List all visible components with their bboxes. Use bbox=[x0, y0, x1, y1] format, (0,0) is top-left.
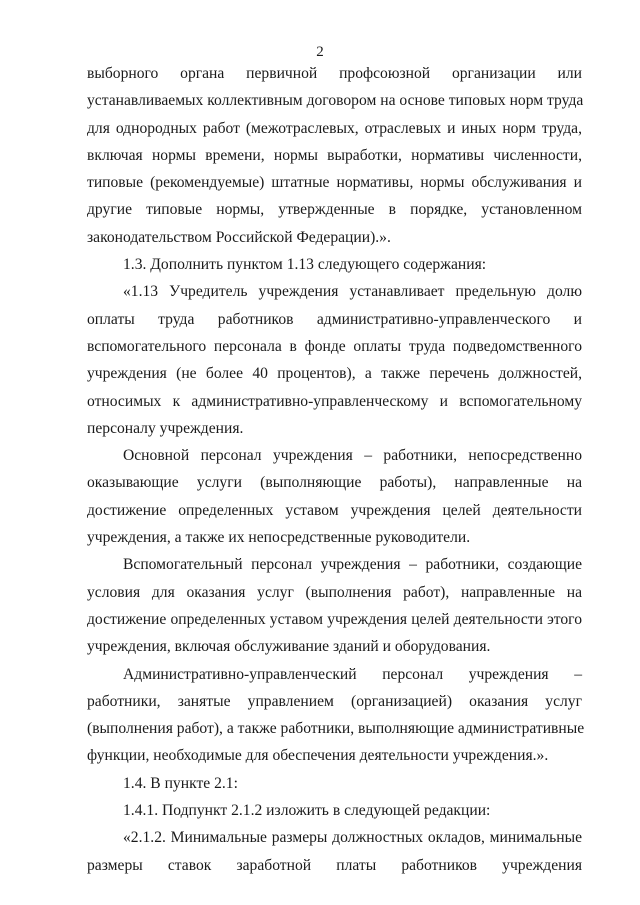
text-line: для однородных работ (межотраслевых, отраслевых и иных норм труда, bbox=[87, 119, 582, 137]
text-line: размеры ставок заработной платы работников учреждения bbox=[87, 856, 582, 874]
text-line: «1.13 Учредитель учреждения устанавливает предельную долю bbox=[123, 283, 582, 301]
text-line: Административно-управленческий персонал учреждения – bbox=[123, 665, 582, 683]
text-line: (выполнения работ), а также работники, выполняющие административные bbox=[87, 720, 585, 738]
text-line: 1.3. Дополнить пунктом 1.13 следующего содержания: bbox=[123, 256, 487, 274]
text-line: учреждения, включая обслуживание зданий и оборудования. bbox=[87, 638, 491, 656]
text-line: достижение определенных уставом учреждения целей деятельности этого bbox=[87, 610, 582, 628]
text-line: 1.4.1. Подпункт 2.1.2 изложить в следующей редакции: bbox=[123, 802, 491, 820]
text-line: типовые (рекомендуемые) штатные нормативы, нормы обслуживания и bbox=[87, 174, 582, 192]
text-line: законодательством Российской Федерации).». bbox=[87, 228, 391, 246]
text-line: условия для оказания услуг (выполнения работ), направленные на bbox=[87, 583, 582, 601]
text-line: учреждения (не более 40 процентов), а также перечень должностей, bbox=[87, 365, 582, 383]
text-line: оплаты труда работников административно-управленческого и bbox=[87, 310, 582, 328]
text-line: вспомогательного персонала в фонде оплаты труда подведомственного bbox=[87, 337, 582, 355]
text-line: Основной персонал учреждения – работники, непосредственно bbox=[123, 447, 582, 465]
text-line: 1.4. В пункте 2.1: bbox=[123, 774, 238, 792]
text-line: устанавливаемых коллективным договором на основе типовых норм труда bbox=[87, 92, 584, 110]
text-line: функции, необходимые для обеспечения деятельности учреждения.». bbox=[87, 747, 549, 765]
text-line: достижение определенных уставом учреждения целей деятельности bbox=[87, 501, 582, 519]
text-line: Вспомогательный персонал учреждения – работники, создающие bbox=[123, 556, 582, 574]
text-line: относимых к административно-управленческому и вспомогательному bbox=[87, 392, 582, 410]
text-line: выборного органа первичной профсоюзной организации или bbox=[87, 65, 582, 82]
text-line: оказывающие услуги (выполняющие работы), направленные на bbox=[87, 474, 582, 492]
document-body bbox=[87, 60, 585, 879]
text-line: включая нормы времени, нормы выработки, нормативы численности, bbox=[87, 146, 582, 164]
page-number: 2 bbox=[316, 44, 324, 60]
text-line: «2.1.2. Минимальные размеры должностных окладов, минимальные bbox=[123, 829, 582, 847]
text-line: персоналу учреждения. bbox=[87, 419, 244, 437]
text-line: другие типовые нормы, утвержденные в порядке, установленном bbox=[87, 201, 582, 219]
text-line: учреждения, а также их непосредственные руководители. bbox=[87, 529, 471, 547]
text-line: работники, занятые управлением (организацией) оказания услуг bbox=[87, 692, 582, 710]
